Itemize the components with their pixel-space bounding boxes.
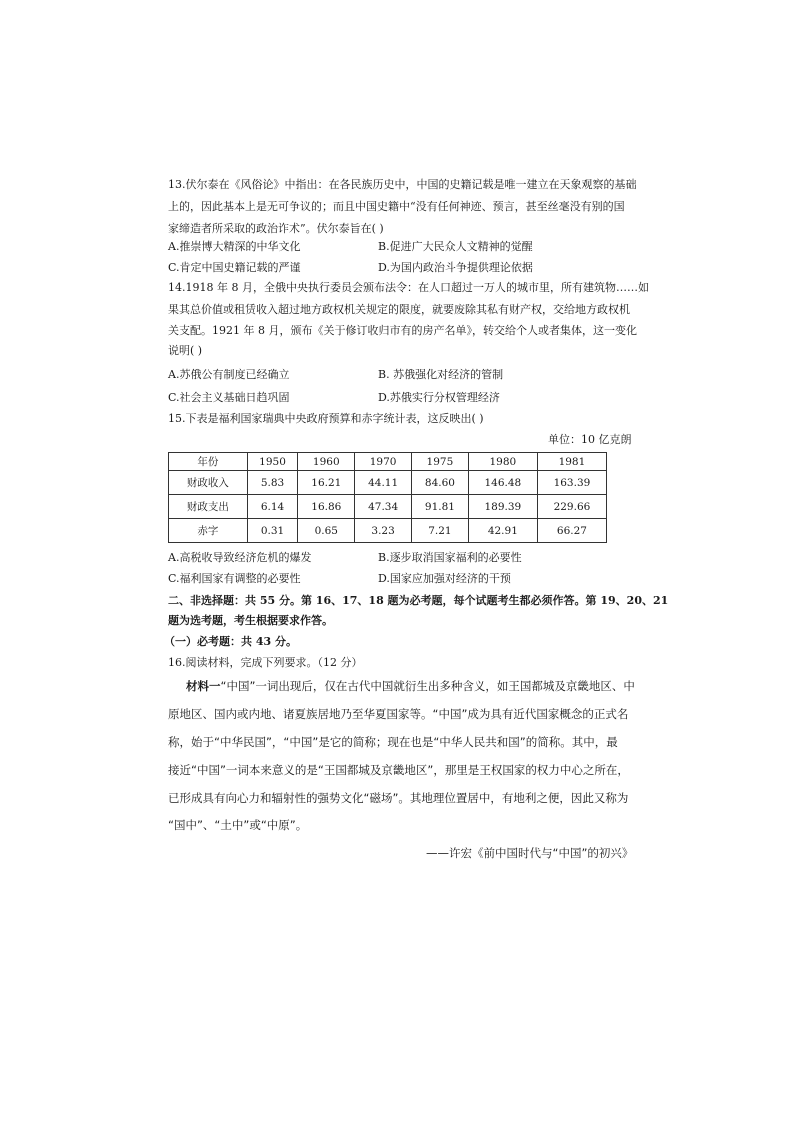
table-cell: 47.34	[355, 495, 412, 519]
table-cell: 财政收入	[169, 471, 248, 495]
q16-material-line-6: “国中”、“土中”或“中原”。	[168, 818, 308, 832]
table-cell: 16.86	[298, 495, 355, 519]
q16-stem: 16.阅读材料，完成下列要求。（12 分）	[168, 656, 363, 669]
table-cell: 42.91	[468, 519, 537, 543]
table-cell: 0.65	[298, 519, 355, 543]
table-cell: 163.39	[537, 471, 606, 495]
table-cell: 91.81	[412, 495, 469, 519]
table-cell: 0.31	[247, 519, 298, 543]
q15-option-c: C.福利国家有调整的必要性	[168, 572, 301, 585]
table-cell: 赤字	[169, 519, 248, 543]
section-2-heading-line-2: 题为选考题，考生根据要求作答。	[168, 614, 333, 627]
q14-option-b: B. 苏俄强化对经济的管制	[378, 368, 504, 381]
q13-option-b: B.促进广大民众人文精神的觉醒	[378, 240, 533, 253]
q16-source-citation: ——许宏《前中国时代与“中国”的初兴》	[426, 846, 634, 860]
table-cell: 5.83	[247, 471, 298, 495]
q14-stem-line-2: 果其总价值或租赁收入超过地方政权机关规定的限度，就要废除其私有财产权，交给地方政权机	[168, 303, 630, 316]
table-cell: 1975	[412, 453, 469, 471]
q15-option-b: B.逐步取消国家福利的必要性	[378, 551, 522, 564]
q13-option-d: D.为国内政治斗争提供理论依据	[378, 261, 533, 274]
section-2-subheading: （一）必考题：共 43 分。	[164, 635, 297, 648]
q16-material-line-2: 原地区、国内或内地、诸夏族居地乃至华夏国家等。“中国”成为具有近代国家概念的正式名	[168, 707, 629, 721]
table-cell: 16.21	[298, 471, 355, 495]
table-cell: 1980	[468, 453, 537, 471]
table-cell: 6.14	[247, 495, 298, 519]
table-cell: 84.60	[412, 471, 469, 495]
table-cell: 66.27	[537, 519, 606, 543]
q14-stem-line-1: 14.1918 年 8 月，全俄中央执行委员会颁布法令：在人口超过一万人的城市里，所有建筑物……如	[168, 281, 649, 294]
q13-stem-line-3: 家缔造者所采取的政治诈术”。伏尔泰旨在( )	[168, 222, 384, 235]
q14-stem-line-3: 关支配。1921 年 8 月，颁布《关于修订收归市有的房产名单》，转交给个人或者集体，这一变化	[168, 324, 637, 337]
q13-option-c: C.肯定中国史籍记载的严谨	[168, 261, 301, 274]
q16-material-line-4: 接近“中国”一词本来意义的是“王国都城及京畿地区”，那里是王权国家的权力中心之所在，	[168, 763, 629, 777]
q14-option-a: A.苏俄公有制度已经确立	[168, 368, 290, 381]
q16-material-line-1	[186, 679, 635, 693]
q15-unit-label: 单位：10 亿克朗	[548, 433, 632, 446]
table-cell: 财政支出	[169, 495, 248, 519]
q15-stem: 15.下表是福利国家瑞典中央政府预算和赤字统计表，这反映出( )	[168, 412, 484, 425]
table-cell: 1981	[537, 453, 606, 471]
budget-deficit-table	[168, 452, 607, 543]
q16-material-line-5: 已形成具有向心力和辐射性的强势文化“磁场”。其地理位置居中，有地利之便，因此又称为	[168, 791, 629, 805]
table-header-row	[169, 453, 607, 471]
table-cell: 44.11	[355, 471, 412, 495]
table-row	[169, 519, 607, 543]
table-cell: 7.21	[412, 519, 469, 543]
table-cell: 146.48	[468, 471, 537, 495]
q13-stem-line-1: 13.伏尔泰在《风俗论》中指出：在各民族历史中，中国的史籍记载是唯一建立在天象观察的基础	[168, 178, 637, 191]
table-cell: 189.39	[468, 495, 537, 519]
q14-option-c: C.社会主义基础日趋巩固	[168, 391, 290, 404]
table-cell: 3.23	[355, 519, 412, 543]
table-row	[169, 495, 607, 519]
material-label: 材料一	[186, 679, 221, 693]
table-cell: 1960	[298, 453, 355, 471]
q14-option-d: D.苏俄实行分权管理经济	[378, 391, 500, 404]
table-cell: 年份	[169, 453, 248, 471]
table-cell: 1970	[355, 453, 412, 471]
q13-option-a: A.推崇博大精深的中华文化	[168, 240, 301, 253]
q15-option-d: D.国家应加强对经济的干预	[378, 572, 511, 585]
q14-stem-line-4: 说明( )	[168, 344, 203, 357]
material-text: “中国”一词出现后，仅在古代中国就衍生出多种含义，如王国都城及京畿地区、中	[220, 679, 635, 693]
q13-stem-line-2: 上的，因此基本上是无可争议的；而且中国史籍中“没有任何神迹、预言，甚至丝毫没有别的国	[168, 200, 625, 213]
table-row	[169, 471, 607, 495]
table-cell: 1950	[247, 453, 298, 471]
table-cell: 229.66	[537, 495, 606, 519]
section-2-heading-line-1: 二、非选择题：共 55 分。第 16、17、18 题为必考题，每个试题考生都必须作答。第 19、20、21	[168, 594, 669, 607]
q16-material-line-3: 称，始于“中华民国”，“中国”是它的简称；现在也是“中华人民共和国”的简称。其中，最	[168, 735, 618, 749]
q15-option-a: A.高税收导致经济危机的爆发	[168, 551, 312, 564]
